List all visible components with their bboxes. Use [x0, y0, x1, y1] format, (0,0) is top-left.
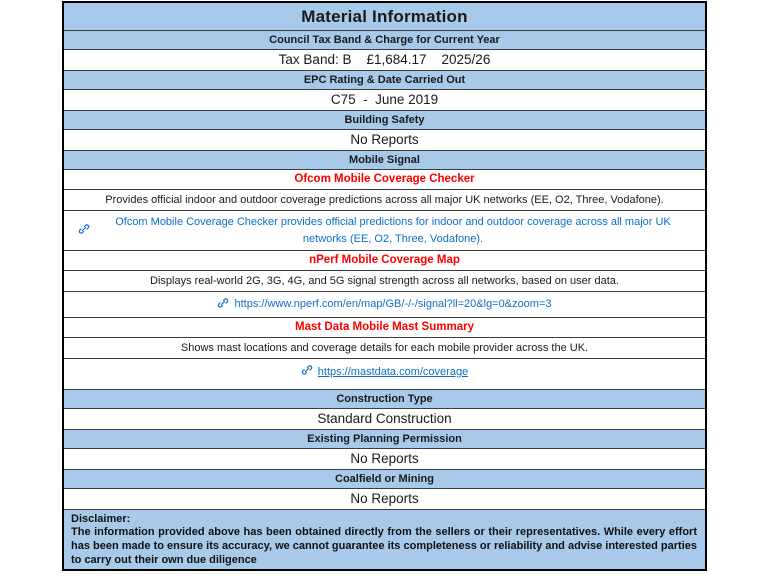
link-text: https://mastdata.com/coverage [317, 366, 469, 378]
disclaimer-text: The information provided above has been obtained directly from the sellers or their representatives. While every effort has been made to ensure its accuracy, we cannot guarantee its completeness or reliability and advise interested parties to carry out their own due diligence [71, 526, 697, 566]
value-construction-type: Standard Construction [64, 408, 705, 429]
link-chain-icon [78, 223, 90, 239]
section-header-epc: EPC Rating & Date Carried Out [64, 70, 705, 89]
value-coalfield-mining: No Reports [64, 488, 705, 509]
link-text: Ofcom Mobile Coverage Checker provides official predictions for indoor and outdoor coverage across all major UK networks (EE, O2, Three, Vodafone). [115, 216, 671, 245]
description-nperf: Displays real-world 2G, 3G, 4G, and 5G signal strength across all networks, based on user data. [64, 270, 705, 291]
disclaimer-label: Disclaimer: [71, 513, 131, 525]
description-mastdata: Shows mast locations and coverage details for each mobile provider across the UK. [64, 337, 705, 358]
link-chain-icon [217, 297, 229, 313]
section-header-council-tax: Council Tax Band & Charge for Current Year [64, 30, 705, 49]
subsection-title-nperf: nPerf Mobile Coverage Map [64, 250, 705, 270]
section-header-mobile-signal: Mobile Signal [64, 150, 705, 169]
mastdata-link[interactable] [287, 364, 482, 381]
section-header-coalfield-mining: Coalfield or Mining [64, 469, 705, 488]
material-information-table [62, 1, 707, 571]
value-epc-rating: C75 - June 2019 [64, 89, 705, 110]
section-header-building-safety: Building Safety [64, 110, 705, 129]
nperf-link[interactable] [203, 296, 565, 313]
link-chain-icon [301, 364, 313, 380]
link-row-nperf [64, 291, 705, 317]
section-header-construction-type: Construction Type [64, 389, 705, 408]
value-council-tax-band: Tax Band: B £1,684.17 2025/26 [64, 49, 705, 70]
link-text: https://www.nperf.com/en/map/GB/-/-/signal?ll=20&lg=0&zoom=3 [234, 298, 552, 311]
link-row-ofcom [64, 210, 705, 250]
subsection-title-ofcom: Ofcom Mobile Coverage Checker [64, 169, 705, 189]
ofcom-link[interactable] [64, 214, 705, 247]
section-header-planning-permission: Existing Planning Permission [64, 429, 705, 448]
value-building-safety: No Reports [64, 129, 705, 150]
value-planning-permission: No Reports [64, 448, 705, 469]
description-ofcom: Provides official indoor and outdoor coverage predictions across all major UK networks (EE, O2, Three, Vodafone). [64, 189, 705, 210]
subsection-title-mastdata: Mast Data Mobile Mast Summary [64, 317, 705, 337]
disclaimer [64, 509, 705, 569]
link-row-mastdata [64, 358, 705, 389]
table-title: Material Information [64, 3, 705, 30]
